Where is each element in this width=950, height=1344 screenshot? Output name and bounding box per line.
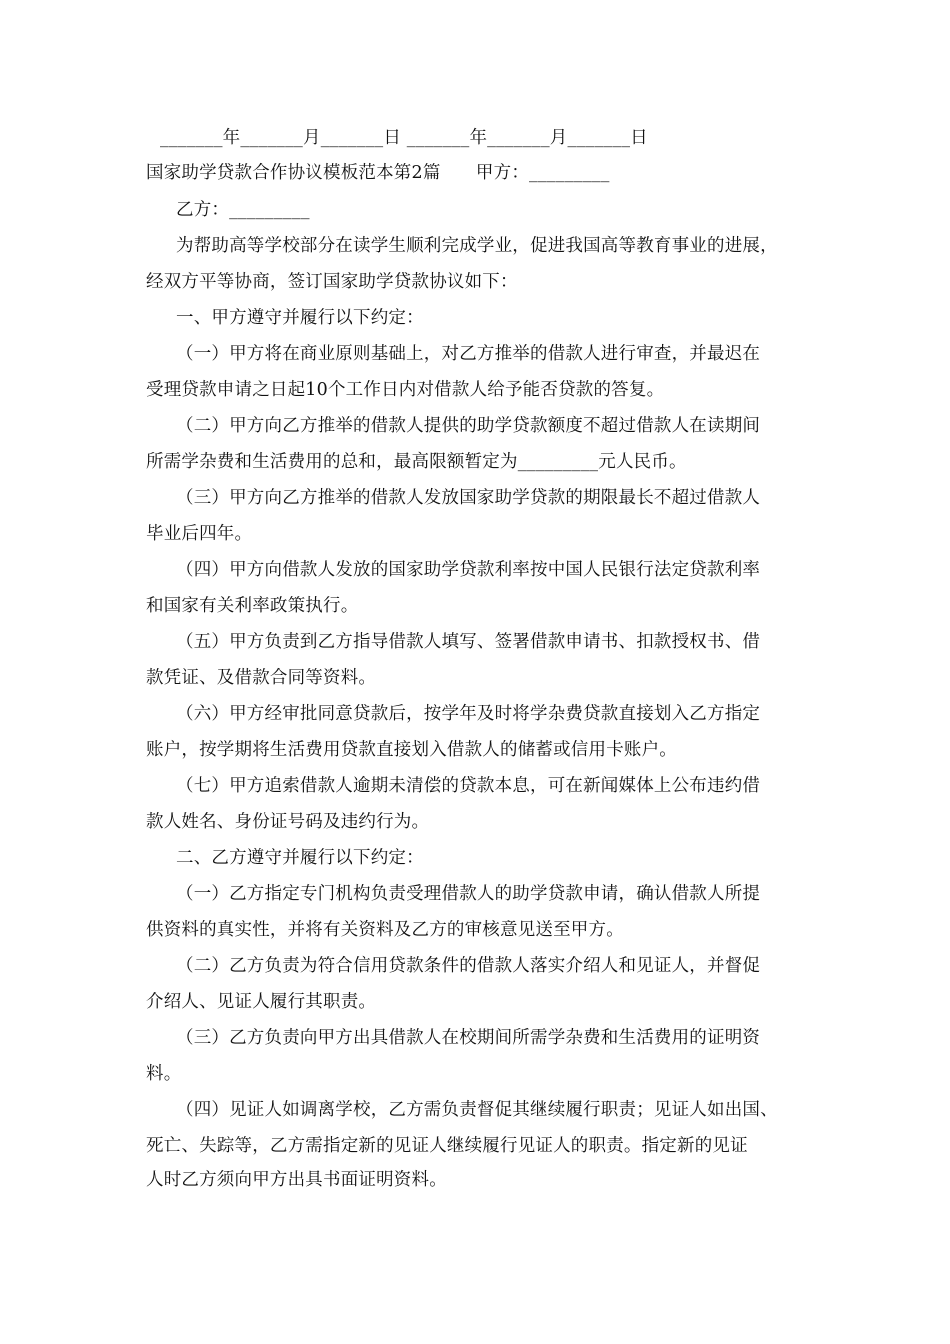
- paragraph-line: 款凭证、及借款合同等资料。: [146, 668, 377, 688]
- paragraph-line: 所需学杂费和生活费用的总和，最高限额暂定为_________元人民币。: [146, 452, 687, 472]
- paragraph-line: （六）甲方经审批同意贷款后，按学年及时将学杂费贷款直接划入乙方指定: [176, 704, 761, 724]
- section-heading: 二、乙方遵守并履行以下约定：: [176, 848, 424, 868]
- paragraph-line: （二）乙方负责为符合信用贷款条件的借款人落实介绍人和见证人，并督促: [176, 956, 761, 976]
- paragraph-line: 人时乙方须向甲方出具书面证明资料。: [146, 1170, 447, 1190]
- section-heading: 一、甲方遵守并履行以下约定：: [176, 308, 424, 328]
- paragraph-line: 经双方平等协商，签订国家助学贷款协议如下：: [146, 272, 518, 292]
- title-line: 国家助学贷款合作协议模板范本第2篇 甲方：_________: [146, 163, 610, 183]
- paragraph-line: （一）甲方将在商业原则基础上，对乙方推举的借款人进行审查，并最迟在: [176, 344, 761, 364]
- paragraph-line: （四）见证人如调离学校，乙方需负责督促其继续履行职责；见证人如出国、: [176, 1100, 778, 1120]
- paragraph-line: （七）甲方追索借款人逾期未清偿的贷款本息，可在新闻媒体上公布违约借: [176, 776, 761, 796]
- paragraph-line: 供资料的真实性，并将有关资料及乙方的审核意见送至甲方。: [146, 920, 624, 940]
- paragraph-line: 账户，按学期将生活费用贷款直接划入借款人的储蓄或信用卡账户。: [146, 740, 677, 760]
- paragraph-line: 毕业后四年。: [146, 524, 253, 544]
- paragraph-line: （三）甲方向乙方推举的借款人发放国家助学贷款的期限最长不超过借款人: [176, 488, 761, 508]
- paragraph-line: 死亡、失踪等，乙方需指定新的见证人继续履行见证人的职责。指定新的见证: [146, 1136, 748, 1156]
- paragraph-line: 受理贷款申请之日起10个工作日内对借款人给予能否贷款的答复。: [146, 380, 665, 400]
- paragraph-line: （一）乙方指定专门机构负责受理借款人的助学贷款申请，确认借款人所提: [176, 884, 761, 904]
- paragraph-line: 料。: [146, 1064, 182, 1084]
- paragraph-line: 和国家有关利率政策执行。: [146, 596, 359, 616]
- party-b-line: 乙方：_________: [176, 200, 310, 220]
- paragraph-line: （三）乙方负责向甲方出具借款人在校期间所需学杂费和生活费用的证明资: [176, 1028, 761, 1048]
- paragraph-line: （二）甲方向乙方推举的借款人提供的助学贷款额度不超过借款人在读期间: [176, 416, 761, 436]
- paragraph-line: （四）甲方向借款人发放的国家助学贷款利率按中国人民银行法定贷款利率: [176, 560, 761, 580]
- date-line: _______年_______月_______日 _______年_______月_______日: [160, 128, 648, 148]
- paragraph-line: 为帮助高等学校部分在读学生顺利完成学业，促进我国高等教育事业的进展，: [176, 236, 778, 256]
- paragraph-line: （五）甲方负责到乙方指导借款人填写、签署借款申请书、扣款授权书、借: [176, 632, 761, 652]
- paragraph-line: 款人姓名、身份证号码及违约行为。: [146, 812, 430, 832]
- paragraph-line: 介绍人、见证人履行其职责。: [146, 992, 377, 1012]
